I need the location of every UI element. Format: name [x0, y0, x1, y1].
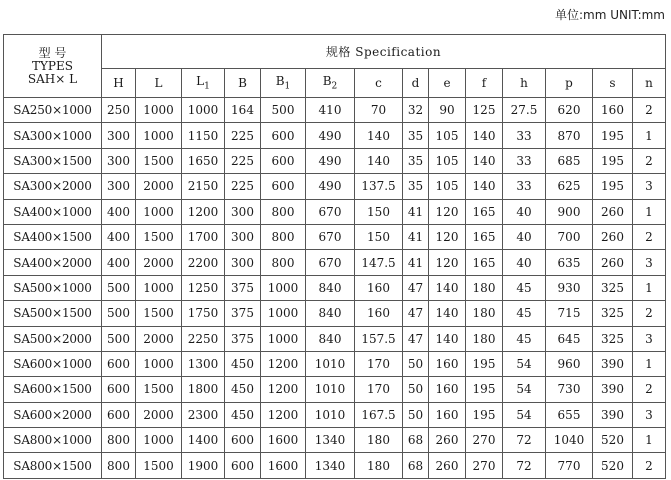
value-cell: 1340 [306, 453, 355, 478]
value-cell: 140 [429, 301, 466, 326]
value-cell: 1000 [261, 326, 306, 351]
value-cell: 300 [102, 174, 136, 199]
value-cell: 3 [633, 402, 666, 427]
value-cell: 2 [633, 453, 666, 478]
value-cell: 2 [633, 377, 666, 402]
value-cell: 1750 [182, 301, 225, 326]
value-cell: 390 [593, 377, 633, 402]
value-cell: 300 [102, 148, 136, 173]
value-cell: 1010 [306, 402, 355, 427]
column-header-symbol: B [322, 74, 332, 89]
value-cell: 72 [503, 428, 546, 453]
value-cell: 520 [593, 453, 633, 478]
value-cell: 2 [633, 224, 666, 249]
value-cell: 300 [225, 224, 261, 249]
value-cell: 375 [225, 301, 261, 326]
column-header-l [136, 69, 182, 98]
value-cell: 120 [429, 224, 466, 249]
value-cell: 1600 [261, 428, 306, 453]
value-cell: 105 [429, 148, 466, 173]
value-cell: 68 [403, 428, 429, 453]
value-cell: 170 [355, 377, 403, 402]
column-header-symbol: L [196, 74, 205, 89]
column-header-symbol: h [520, 76, 528, 90]
table-row [4, 275, 666, 300]
value-cell: 164 [225, 98, 261, 123]
value-cell: 165 [466, 224, 503, 249]
value-cell: 1010 [306, 377, 355, 402]
table-row [4, 453, 666, 478]
column-header-b1 [261, 69, 306, 98]
value-cell: 1000 [136, 98, 182, 123]
value-cell: 300 [225, 199, 261, 224]
value-cell: 54 [503, 377, 546, 402]
value-cell: 800 [102, 428, 136, 453]
value-cell: 41 [403, 250, 429, 275]
value-cell: 47 [403, 275, 429, 300]
value-cell: 195 [466, 377, 503, 402]
value-cell: 180 [355, 453, 403, 478]
value-cell: 180 [466, 301, 503, 326]
value-cell: 400 [102, 224, 136, 249]
value-cell: 490 [306, 174, 355, 199]
value-cell: 2 [633, 301, 666, 326]
column-header-subscript: 1 [204, 81, 210, 92]
value-cell: 390 [593, 351, 633, 376]
value-cell: 160 [593, 98, 633, 123]
value-cell: 500 [261, 98, 306, 123]
model-cell: SA600×2000 [4, 402, 102, 427]
value-cell: 167.5 [355, 402, 403, 427]
column-header-symbol: n [645, 76, 653, 90]
specification-table [3, 34, 666, 479]
value-cell: 500 [102, 275, 136, 300]
value-cell: 105 [429, 174, 466, 199]
model-cell: SA800×1000 [4, 428, 102, 453]
value-cell: 137.5 [355, 174, 403, 199]
column-header-l1 [182, 69, 225, 98]
value-cell: 325 [593, 326, 633, 351]
value-cell: 270 [466, 453, 503, 478]
value-cell: 147.5 [355, 250, 403, 275]
value-cell: 260 [593, 250, 633, 275]
value-cell: 325 [593, 275, 633, 300]
value-cell: 54 [503, 351, 546, 376]
value-cell: 500 [102, 301, 136, 326]
value-cell: 450 [225, 377, 261, 402]
type-formula-label: SAH× L [27, 71, 78, 86]
value-cell: 1900 [182, 453, 225, 478]
value-cell: 260 [593, 224, 633, 249]
table-row [4, 199, 666, 224]
value-cell: 1000 [261, 275, 306, 300]
value-cell: 390 [593, 402, 633, 427]
column-header-c [355, 69, 403, 98]
value-cell: 50 [403, 377, 429, 402]
column-header-s [593, 69, 633, 98]
value-cell: 1200 [182, 199, 225, 224]
column-header-b [225, 69, 261, 98]
value-cell: 1200 [261, 402, 306, 427]
value-cell: 600 [261, 123, 306, 148]
value-cell: 165 [466, 199, 503, 224]
value-cell: 2 [633, 98, 666, 123]
value-cell: 68 [403, 453, 429, 478]
value-cell: 260 [429, 453, 466, 478]
value-cell: 160 [429, 377, 466, 402]
value-cell: 1200 [261, 377, 306, 402]
value-cell: 700 [546, 224, 593, 249]
value-cell: 870 [546, 123, 593, 148]
value-cell: 45 [503, 275, 546, 300]
value-cell: 160 [355, 275, 403, 300]
model-cell: SA400×1000 [4, 199, 102, 224]
column-header-symbol: H [113, 76, 124, 90]
value-cell: 150 [355, 199, 403, 224]
value-cell: 125 [466, 98, 503, 123]
value-cell: 410 [306, 98, 355, 123]
value-cell: 400 [102, 250, 136, 275]
table-row [4, 98, 666, 123]
column-header-symbol: L [154, 76, 163, 90]
value-cell: 50 [403, 351, 429, 376]
value-cell: 270 [466, 428, 503, 453]
value-cell: 195 [593, 123, 633, 148]
value-cell: 140 [355, 148, 403, 173]
value-cell: 35 [403, 123, 429, 148]
column-header-symbol: B [275, 74, 285, 89]
value-cell: 41 [403, 224, 429, 249]
value-cell: 2000 [136, 174, 182, 199]
value-cell: 600 [261, 174, 306, 199]
value-cell: 1600 [261, 453, 306, 478]
type-en-label: TYPES [32, 58, 73, 73]
value-cell: 40 [503, 199, 546, 224]
value-cell: 2000 [136, 250, 182, 275]
value-cell: 1340 [306, 428, 355, 453]
value-cell: 120 [429, 250, 466, 275]
value-cell: 160 [429, 351, 466, 376]
value-cell: 45 [503, 326, 546, 351]
column-header-symbol: f [481, 76, 487, 90]
value-cell: 41 [403, 199, 429, 224]
value-cell: 105 [429, 123, 466, 148]
value-cell: 600 [225, 428, 261, 453]
value-cell: 32 [403, 98, 429, 123]
value-cell: 33 [503, 174, 546, 199]
value-cell: 47 [403, 326, 429, 351]
column-header-d [403, 69, 429, 98]
value-cell: 1000 [182, 98, 225, 123]
model-cell: SA300×1000 [4, 123, 102, 148]
value-cell: 1000 [136, 123, 182, 148]
value-cell: 375 [225, 326, 261, 351]
column-header-h [503, 69, 546, 98]
table-row [4, 301, 666, 326]
value-cell: 140 [429, 326, 466, 351]
table-row [4, 224, 666, 249]
value-cell: 400 [102, 199, 136, 224]
value-cell: 1 [633, 199, 666, 224]
value-cell: 180 [466, 326, 503, 351]
value-cell: 2000 [136, 402, 182, 427]
value-cell: 195 [466, 351, 503, 376]
value-cell: 33 [503, 148, 546, 173]
table-row [4, 174, 666, 199]
column-header-symbol: e [443, 76, 451, 90]
value-cell: 1500 [136, 377, 182, 402]
value-cell: 260 [593, 199, 633, 224]
value-cell: 225 [225, 148, 261, 173]
value-cell: 770 [546, 453, 593, 478]
column-header-row [4, 69, 666, 98]
value-cell: 180 [355, 428, 403, 453]
value-cell: 1300 [182, 351, 225, 376]
model-cell: SA300×1500 [4, 148, 102, 173]
table-row [4, 351, 666, 376]
table-row [4, 250, 666, 275]
value-cell: 800 [261, 250, 306, 275]
value-cell: 72 [503, 453, 546, 478]
model-cell: SA250×1000 [4, 98, 102, 123]
value-cell: 655 [546, 402, 593, 427]
value-cell: 840 [306, 301, 355, 326]
column-header-symbol: d [411, 76, 420, 90]
value-cell: 840 [306, 326, 355, 351]
model-cell: SA500×2000 [4, 326, 102, 351]
value-cell: 670 [306, 199, 355, 224]
value-cell: 3 [633, 174, 666, 199]
value-cell: 960 [546, 351, 593, 376]
value-cell: 1 [633, 351, 666, 376]
table-body [4, 98, 666, 479]
value-cell: 1500 [136, 453, 182, 478]
table-row [4, 377, 666, 402]
value-cell: 195 [593, 148, 633, 173]
value-cell: 2300 [182, 402, 225, 427]
value-cell: 50 [403, 402, 429, 427]
value-cell: 800 [261, 199, 306, 224]
value-cell: 195 [593, 174, 633, 199]
value-cell: 730 [546, 377, 593, 402]
type-cn-label: 型 号 [38, 45, 67, 60]
column-header-symbol: B [238, 76, 247, 90]
model-cell: SA800×1500 [4, 453, 102, 478]
value-cell: 300 [225, 250, 261, 275]
table-row [4, 148, 666, 173]
value-cell: 3 [633, 326, 666, 351]
value-cell: 54 [503, 402, 546, 427]
column-header-symbol: p [565, 76, 573, 90]
model-cell: SA500×1500 [4, 301, 102, 326]
value-cell: 195 [466, 402, 503, 427]
model-cell: SA600×1500 [4, 377, 102, 402]
value-cell: 1040 [546, 428, 593, 453]
value-cell: 40 [503, 224, 546, 249]
model-cell: SA500×1000 [4, 275, 102, 300]
value-cell: 520 [593, 428, 633, 453]
table-row [4, 428, 666, 453]
value-cell: 490 [306, 148, 355, 173]
column-header-subscript: 1 [284, 81, 291, 92]
table-row [4, 123, 666, 148]
value-cell: 90 [429, 98, 466, 123]
value-cell: 170 [355, 351, 403, 376]
value-cell: 2200 [182, 250, 225, 275]
value-cell: 600 [261, 148, 306, 173]
column-header-h [102, 69, 136, 98]
value-cell: 1400 [182, 428, 225, 453]
value-cell: 27.5 [503, 98, 546, 123]
value-cell: 140 [466, 123, 503, 148]
column-header-b2 [306, 69, 355, 98]
value-cell: 1 [633, 123, 666, 148]
value-cell: 35 [403, 148, 429, 173]
value-cell: 150 [355, 224, 403, 249]
value-cell: 715 [546, 301, 593, 326]
value-cell: 1000 [136, 199, 182, 224]
value-cell: 35 [403, 174, 429, 199]
value-cell: 225 [225, 123, 261, 148]
value-cell: 635 [546, 250, 593, 275]
column-header-symbol: c [375, 76, 382, 90]
value-cell: 325 [593, 301, 633, 326]
value-cell: 70 [355, 98, 403, 123]
type-column-header [4, 35, 102, 98]
column-header-p [546, 69, 593, 98]
value-cell: 670 [306, 250, 355, 275]
value-cell: 620 [546, 98, 593, 123]
value-cell: 600 [225, 453, 261, 478]
spec-header: 规格 Specification [102, 35, 666, 69]
value-cell: 600 [102, 351, 136, 376]
value-cell: 120 [429, 199, 466, 224]
value-cell: 500 [102, 326, 136, 351]
column-header-symbol: s [609, 76, 616, 90]
column-header-e [429, 69, 466, 98]
table-row [4, 326, 666, 351]
value-cell: 45 [503, 301, 546, 326]
value-cell: 2000 [136, 326, 182, 351]
column-header-subscript: 2 [331, 81, 338, 92]
value-cell: 1000 [136, 275, 182, 300]
value-cell: 165 [466, 250, 503, 275]
value-cell: 157.5 [355, 326, 403, 351]
value-cell: 160 [429, 402, 466, 427]
value-cell: 1700 [182, 224, 225, 249]
value-cell: 450 [225, 402, 261, 427]
value-cell: 140 [466, 148, 503, 173]
value-cell: 33 [503, 123, 546, 148]
value-cell: 1500 [136, 224, 182, 249]
model-cell: SA400×2000 [4, 250, 102, 275]
value-cell: 490 [306, 123, 355, 148]
model-cell: SA300×2000 [4, 174, 102, 199]
value-cell: 1010 [306, 351, 355, 376]
value-cell: 260 [429, 428, 466, 453]
value-cell: 1 [633, 275, 666, 300]
value-cell: 685 [546, 148, 593, 173]
value-cell: 840 [306, 275, 355, 300]
model-cell: SA400×1500 [4, 224, 102, 249]
value-cell: 375 [225, 275, 261, 300]
value-cell: 625 [546, 174, 593, 199]
value-cell: 1000 [136, 351, 182, 376]
value-cell: 140 [429, 275, 466, 300]
value-cell: 180 [466, 275, 503, 300]
value-cell: 1500 [136, 301, 182, 326]
value-cell: 1500 [136, 148, 182, 173]
value-cell: 1150 [182, 123, 225, 148]
value-cell: 2 [633, 148, 666, 173]
value-cell: 2250 [182, 326, 225, 351]
value-cell: 670 [306, 224, 355, 249]
value-cell: 1000 [136, 428, 182, 453]
value-cell: 140 [355, 123, 403, 148]
value-cell: 3 [633, 250, 666, 275]
value-cell: 225 [225, 174, 261, 199]
model-cell: SA600×1000 [4, 351, 102, 376]
value-cell: 300 [102, 123, 136, 148]
value-cell: 160 [355, 301, 403, 326]
value-cell: 1 [633, 428, 666, 453]
value-cell: 930 [546, 275, 593, 300]
value-cell: 1000 [261, 301, 306, 326]
value-cell: 1200 [261, 351, 306, 376]
value-cell: 450 [225, 351, 261, 376]
value-cell: 47 [403, 301, 429, 326]
table-row [4, 402, 666, 427]
value-cell: 900 [546, 199, 593, 224]
value-cell: 800 [102, 453, 136, 478]
column-header-f [466, 69, 503, 98]
value-cell: 1250 [182, 275, 225, 300]
unit-label: 单位:mm UNIT:mm [555, 8, 665, 22]
value-cell: 600 [102, 377, 136, 402]
value-cell: 40 [503, 250, 546, 275]
value-cell: 600 [102, 402, 136, 427]
column-header-n [633, 69, 666, 98]
value-cell: 250 [102, 98, 136, 123]
value-cell: 1650 [182, 148, 225, 173]
value-cell: 800 [261, 224, 306, 249]
value-cell: 1800 [182, 377, 225, 402]
value-cell: 2150 [182, 174, 225, 199]
value-cell: 140 [466, 174, 503, 199]
value-cell: 645 [546, 326, 593, 351]
